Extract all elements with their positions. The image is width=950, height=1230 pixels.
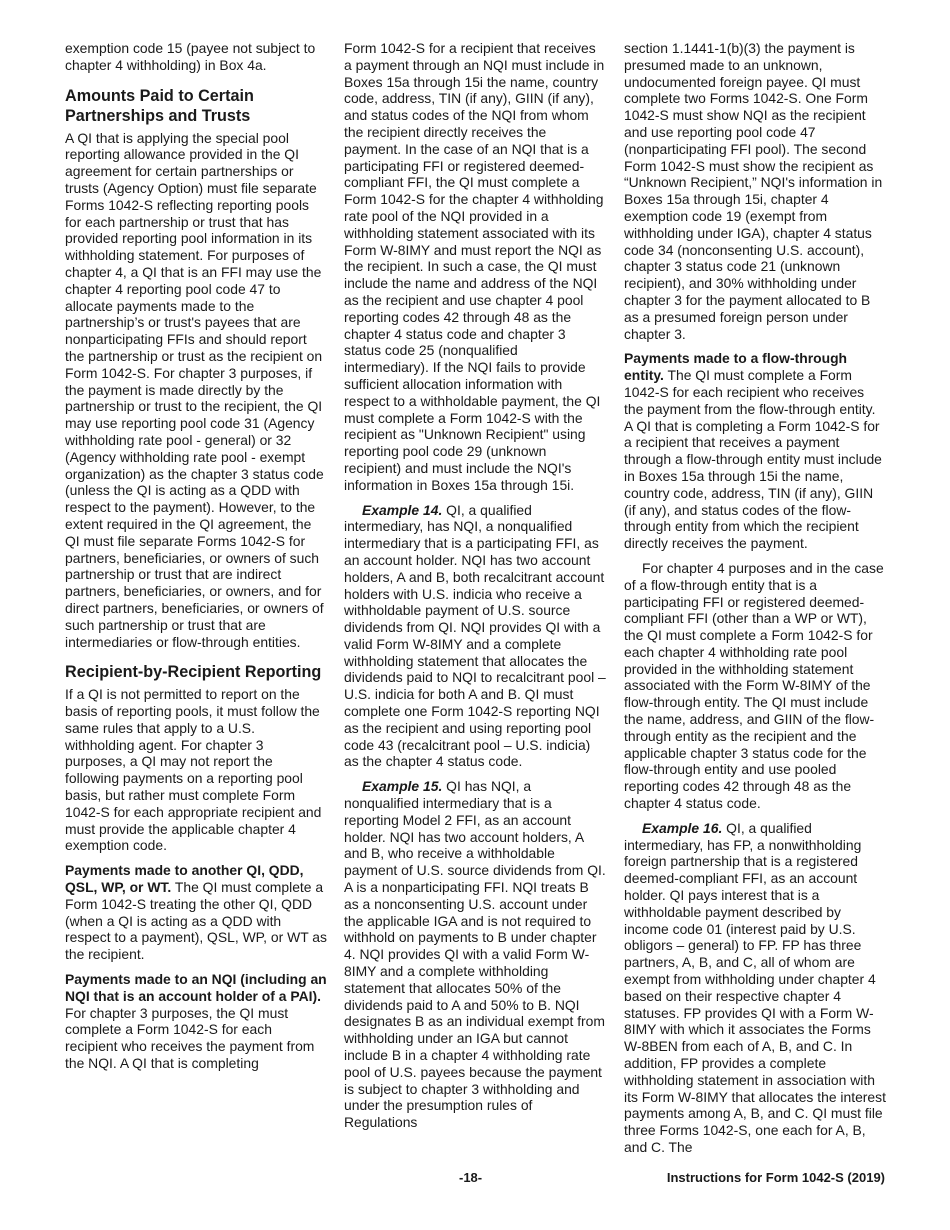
paragraph-recipient-reporting: If a QI is not permitted to report on the basis of reporting pools, it must follow the same rules that apply to a U.S. withholding agent. For chapter 3 purposes, a QI may not report the following payments on a reporting pool basis, but rather must complete Form 1042-S for each appropriate recipient and must provide the applicable chapter 4 exemption code. (65, 686, 322, 854)
text-example-14: QI, a qualified intermediary, has NQI, a nonqualified intermediary that is a participating FFI, as an account holder. NQI has two account holders, A and B, both recalcitrant account holders with U.S. indicia who receive a withholdable payment of U.S. source dividends from QI. NQI provides QI with a valid Form W-8IMY and a complete withholding statement that allocates the dividends paid to NQI to recalcitrant pool – U.S. indicia for both A and B. QI must complete one Form 1042-S reporting NQI as the recipient and using reporting pool code 43 (recalcitrant pool – U.S. indicia) as the chapter 4 status code. (344, 501, 606, 770)
lead-payments-qi: Payments made to another QI, QDD, QSL, WP, or WT. (65, 862, 304, 896)
label-example-15: Example 15. (362, 778, 443, 795)
lead-payments-nqi: Payments made to an NQI (including an NQI that is an account holder of a PAI). (65, 971, 327, 1004)
paragraph-flow-through (624, 350, 886, 552)
heading-partnerships-trusts: Amounts Paid to Certain Partnerships and Trusts (65, 86, 254, 125)
paragraph-example-15 (344, 778, 606, 1131)
paragraph-chapter4-flow-through: For chapter 4 purposes and in the case of a flow-through entity that is a participating FFI or registered deemed-compliant FFI (other than a WP or WT), the QI must complete a Form 1042-S for each chapter 4 withholding rate pool provided in the withholding statement associated with the Form W-8IMY of the flow-through entity. The QI must include the name, address, and GIIN of the flow-through entity as the recipient and the applicable chapter 3 status code for the flow-through entity and use pooled reporting codes 42 through 48 as the chapter 4 status code. (624, 559, 884, 812)
footer-form-title: Instructions for Form 1042-S (2019) (666, 1170, 885, 1185)
label-example-16: Example 16. (642, 819, 723, 836)
paragraph-partnerships-trusts: A QI that is applying the special pool reporting allowance provided in the QI agreement for certain partnerships or trusts (Agency Option) must file separate Forms 1042-S reflecting reporting pools for each partnership or trust that has provided reporting pool information in its withholding statement. For purposes of chapter 4, a QI that is an FFI may use the chapter 4 reporting pool code 47 to allocate payments made to the partnership’s or trust's payees that are nonparticipating FFIs and should report the partnership or trust as the recipient on Form 1042-S. For chapter 3 purposes, if the payment is made directly by the partnership or trust to the recipient, the QI may use reporting pool code 31 (Agency withholding rate pool - general) or 32 (Agency withholding rate pool - exempt organization) as the chapter 3 status code (unless the QI is acting as a QDD with respect to the payment). However, to the extent required in the QI agreement, the QI must file separate Forms 1042-S for partners, beneficiaries, or owners of such partnership or trust that are indirect partners, beneficiaries, or owners, and for direct partners, beneficiaries, or owners of such partnership or trust that are intermediaries or flow-through entities. (65, 129, 324, 650)
paragraph-example-16 (624, 820, 886, 1156)
paragraph-example-15-continued: section 1.1441-1(b)(3) the payment is presumed made to an unknown, undocumented foreign payee. QI must complete two Forms 1042-S. One Form 1042-S must show NQI as the recipient and use reporting pool code 47 (nonparticipating FFI pool). The second Form 1042-S must show the recipient as “Unknown Recipient,” NQI's information in Boxes 15a through 15i, chapter 4 exemption code 19 (exempt from withholding under IGA), chapter 4 status code 34 (nonconsenting U.S. account), chapter 3 status code 21 (unknown recipient), and 30% withholding under chapter 3 for the payment allocated to B as a presumed foreign person under chapter 3. (624, 40, 883, 342)
text-example-16: QI, a qualified intermediary, has FP, a nonwithholding foreign partnership that is a registered deemed-compliant FFI, as an account holder. QI pays interest that is a withholdable payment described by income code 01 (interest paid by U.S. obligors – general) to FP. FP has three partners, A, B, and C, all of whom are exempt from withholding under chapter 4 based on their respective chapter 4 statuses. FP provides QI with a Form W-8IMY with which it associates the Forms W-8BEN from each of A, B, and C. In addition, FP provides a complete withholding statement in association with its Form W-8IMY that allocates the interest payments among A, B, and C. QI must file three Forms 1042-S, one each for A, B, and C. The (624, 819, 886, 1155)
text-flow-through: The QI must complete a Form 1042-S for each recipient who receives the payment from the flow-through entity. A QI that is completing a Form 1042-S for a recipient that receives a payment through a flow-through entity must include in Boxes 15a through 15i the name, country code, address, TIN (if any), GIIN (if any), and status codes of the flow-through entity from which the recipient directly receives the payment. (624, 367, 882, 552)
paragraph-payments-nqi (65, 971, 327, 1072)
column-middle (344, 40, 606, 1139)
paragraph-payments-qi (65, 862, 327, 963)
text-example-15: QI has NQI, a nonqualified intermediary that is a reporting Model 2 FFI, as an account holder. NQI has two account holders, A and B, who receive a withholdable payment of U.S. source dividends from QI. A is a nonparticipating FFI. NQI treats B as a nonconsenting U.S. account under the applicable IGA and is not required to withhold on payments to B under chapter 4. NQI provides QI with a valid Form W-8IMY and a complete withholding statement that allocates 50% of the dividends paid to A and 50% to B. NQI designates B as an individual exempt from withholding under an IGA but cannot include B in a chapter 4 withholding rate pool of U.S. payees because the payment is subject to chapter 3 withholding and under the presumption rules of Regulations (344, 778, 606, 1131)
label-example-14: Example 14. (362, 501, 443, 518)
column-right (624, 40, 886, 1164)
paragraph-exemption-continued: exemption code 15 (payee not subject to chapter 4 withholding) in Box 4a. (65, 40, 316, 73)
column-left (65, 40, 327, 1080)
text-payments-qi: The QI must complete a Form 1042-S treating the other QI, QDD (when a QI is acting as a QDD with respect to a payment), QSL, WP, or WT as the recipient. (65, 879, 327, 963)
text-payments-nqi: For chapter 3 purposes, the QI must complete a Form 1042-S for each recipient who receives the payment from the NQI. A QI that is completing (65, 1004, 315, 1072)
lead-flow-through: Payments made to a flow-through entity. (624, 350, 848, 384)
paragraph-example-14 (344, 502, 606, 771)
page-number: -18- (459, 1170, 483, 1185)
paragraph-nqi-continued: Form 1042-S for a recipient that receives a payment through an NQI must include in Boxes 15a through 15i the name, country code, address, TIN (if any), GIIN (if any), and status codes of the NQI from whom the recipient directly receives the payment. In the case of an NQI that is a participating FFI or registered deemed-compliant FFI, the QI must complete a Form 1042-S for the chapter 4 withholding rate pool of the NQI provided in a withholding statement associated with its Form W-8IMY and must report the NQI as the recipient. In such a case, the QI must include the name and address of the NQI as the recipient and use chapter 4 pool reporting codes 42 through 48 as the chapter 4 status code and chapter 3 status code 25 (nonqualified intermediary). If the NQI fails to provide sufficient allocation information with respect to a withholdable payment, the QI must complete a Form 1042-S with the recipient as "Unknown Recipient" using reporting pool code 29 (unknown recipient) and must include the NQI's information in Boxes 15a through 15i. (344, 40, 605, 493)
heading-recipient-reporting: Recipient-by-Recipient Reporting (65, 663, 322, 682)
